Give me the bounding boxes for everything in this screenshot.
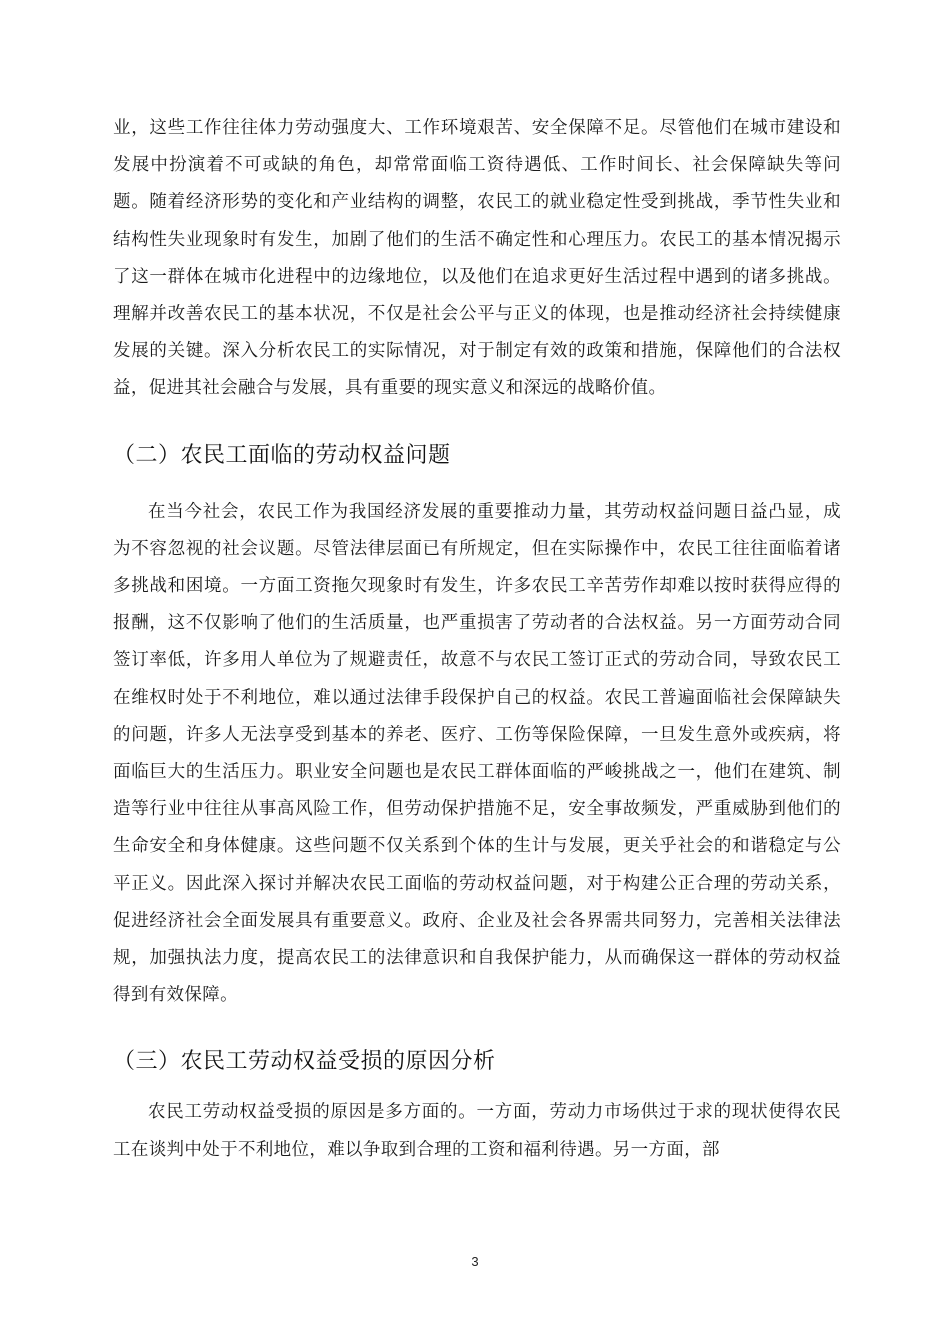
body-paragraph-2: 在当今社会，农民工作为我国经济发展的重要推动力量，其劳动权益问题日益凸显，成为不容忽视的社会议题。尽管法律层面已有所规定，但在实际操作中，农民工往往面临着诸多挑战和困境。一方面工资拖欠现象时有发生，许多农民工辛苦劳作却难以按时获得应得的报酬，这不仅影响了他们的生活质量，也严重损害了劳动者的合法权益。另一方面劳动合同签订率低，许多用人单位为了规避责任，故意不与农民工签订正式的劳动合同，导致农民工在维权时处于不利地位，难以通过法律手段保护自己的权益。农民工普遍面临社会保障缺失的问题，许多人无法享受到基本的养老、医疗、工伤等保险保障，一旦发生意外或疾病，将面临巨大的生活压力。职业安全问题也是农民工群体面临的严峻挑战之一，他们在建筑、制造等行业中往往从事高风险工作，但劳动保护措施不足，安全事故频发，严重威胁到他们的生命安全和身体健康。这些问题不仅关系到个体的生计与发展，更关乎社会的和谐稳定与公平正义。因此深入探讨并解决农民工面临的劳动权益问题，对于构建公正合理的劳动关系，促进经济社会全面发展具有重要意义。政府、企业及社会各界需共同努力，完善相关法律法规，加强执法力度，提高农民工的法律意识和自我保护能力，从而确保这一群体的劳动权益得到有效保障。: [113, 501, 841, 1006]
body-paragraph-1: 业，这些工作往往体力劳动强度大、工作环境艰苦、安全保障不足。尽管他们在城市建设和发展中扮演着不可或缺的角色，却常常面临工资待遇低、工作时间长、社会保障缺失等问题。随着经济形势的变化和产业结构的调整，农民工的就业稳定性受到挑战，季节性失业和结构性失业现象时有发生，加剧了他们的生活不确定性和心理压力。农民工的基本情况揭示了这一群体在城市化进程中的边缘地位，以及他们在追求更好生活过程中遇到的诸多挑战。理解并改善农民工的基本状况，不仅是社会公平与正义的体现，也是推动经济社会持续健康发展的关键。深入分析农民工的实际情况，对于制定有效的政策和措施，保障他们的合法权益，促进其社会融合与发展，具有重要的现实意义和深远的战略价值。: [113, 118, 841, 399]
body-paragraph-3: 农民工劳动权益受损的原因是多方面的。一方面，劳动力市场供过于求的现状使得农民工在谈判中处于不利地位，难以争取到合理的工资和福利待遇。另一方面，部: [113, 1102, 841, 1160]
section-heading-2: （二）农民工面临的劳动权益问题: [113, 442, 451, 468]
page-content: [113, 110, 841, 1169]
page-number: 3: [471, 1254, 479, 1269]
section-heading-3: （三）农民工劳动权益受损的原因分析: [113, 1049, 496, 1075]
